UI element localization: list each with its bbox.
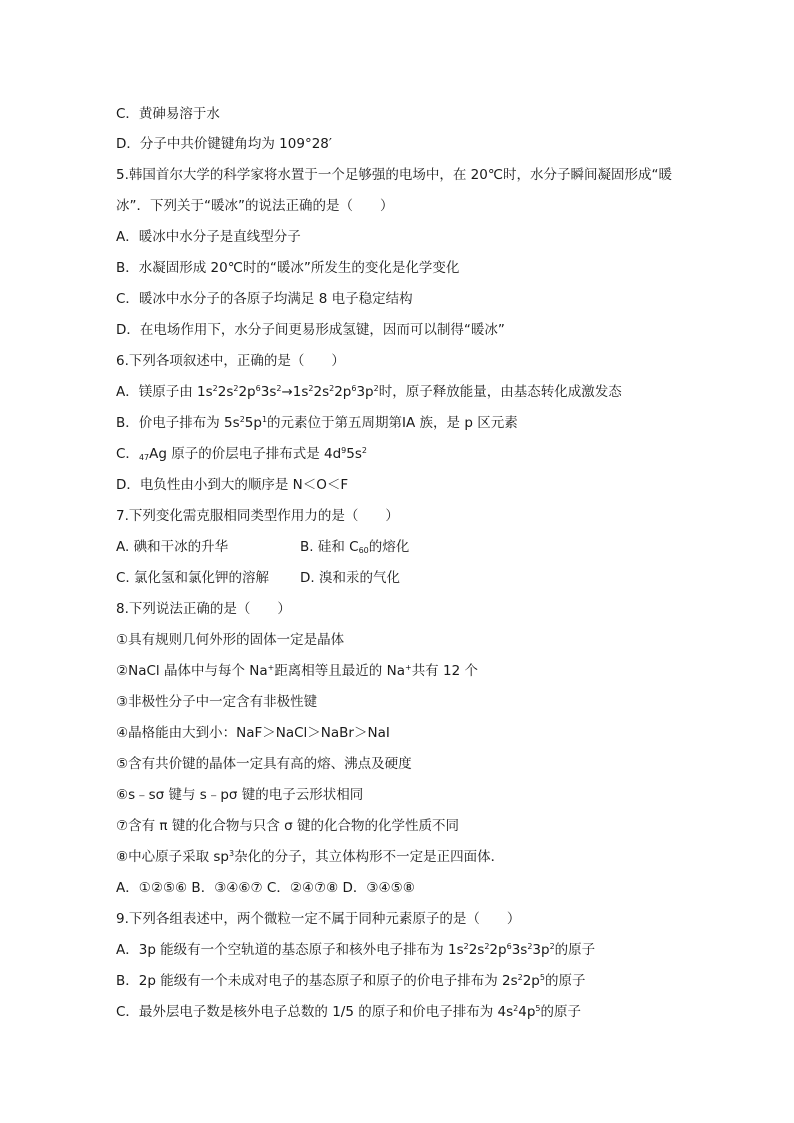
question-5-stem-cont: 冰”．下列关于“暖冰”的说法正确的是（ ） <box>116 198 394 214</box>
question-9-stem: 9.下列各组表述中，两个微粒一定不属于同种元素原子的是（ ） <box>116 911 521 927</box>
question-9-option-c: C．最外层电子数是核外电子总数的 1/5 的原子和价电子排布为 $4s^24p^5$的原子 <box>116 1004 582 1020</box>
question-8-statement-7: ⑦含有 π 键的化合物与只含 σ 键的化合物的化学性质不同 <box>116 818 459 834</box>
question-9-option-b: B．2p 能级有一个未成对电子的基态原子和原子的价电子排布为 $2s^22p^5$的原子 <box>116 973 586 989</box>
question-5-option-c: C．暖冰中水分子的各原子均满足 8 电子稳定结构 <box>116 291 413 307</box>
question-8-statement-3: ③非极性分子中一定含有非极性键 <box>116 694 318 710</box>
question-7-option-b: B. 硅和 $C_{60}$的熔化 <box>300 539 410 555</box>
question-7-options-ab <box>116 537 228 557</box>
option-d-q4: D．分子中共价键键角均为 109°28′ <box>116 136 332 152</box>
question-8-statement-6: ⑥s﹣sσ 键与 s﹣pσ 键的电子云形状相同 <box>116 787 364 803</box>
question-6-option-a: A．镁原子由 $1s^22s^22p^63s^2\to 1s^22s^22p^63p^2$时，原子释放能量，由基态转化成激发态 <box>116 384 622 400</box>
option-c-q4: C．黄砷易溶于水 <box>116 106 220 122</box>
question-8-stem: 8.下列说法正确的是（ ） <box>116 601 291 617</box>
question-8-statement-4: ④晶格能由大到小：NaF＞NaCl＞NaBr＞NaI <box>116 725 390 741</box>
question-5-stem: 5.韩国首尔大学的科学家将水置于一个足够强的电场中，在 20℃时，水分子瞬间凝固形成“暖 <box>116 167 673 183</box>
question-7-option-a: A. 碘和干冰的升华 <box>116 539 229 555</box>
question-5-option-b: B．水凝固形成 20℃时的“暖冰”所发生的变化是化学变化 <box>116 260 460 276</box>
question-8-statement-1: ①具有规则几何外形的固体一定是晶体 <box>116 632 345 648</box>
question-8-statement-8: ⑧中心原子采取 $sp^3$杂化的分子，其立体构形不一定是正四面体． <box>116 849 505 865</box>
question-8-options: A．①②⑤⑥ B．③④⑥⑦ C．②④⑦⑧ D．③④⑤⑧ <box>116 880 415 896</box>
question-5-option-a: A．暖冰中水分子是直线型分子 <box>116 229 301 245</box>
question-5-option-d: D．在电场作用下，水分子间更易形成氢键，因而可以制得“暖冰” <box>116 322 505 338</box>
question-6-option-d: D．电负性由小到大的顺序是 N＜O＜F <box>116 477 349 493</box>
question-8-statement-2: ②NaCl 晶体中与每个 Na+距离相等且最近的 Na+共有 12 个 <box>116 663 478 679</box>
question-7-option-d: D. 溴和汞的气化 <box>300 570 400 586</box>
question-6-stem: 6.下列各项叙述中，正确的是（ ） <box>116 353 345 369</box>
question-6-option-c: C．$_{47}$Ag 原子的价层电子排布式是 $4d^95s^2$ <box>116 446 367 462</box>
question-6-option-b: B．价电子排布为 $5s^25p^1$的元素位于第五周期第ⅠA 族，是 p 区元素 <box>116 415 518 431</box>
question-8-statement-5: ⑤含有共价键的晶体一定具有高的熔、沸点及硬度 <box>116 756 412 772</box>
question-7-stem: 7.下列变化需克服相同类型作用力的是（ ） <box>116 508 399 524</box>
question-7-option-c: C. 氯化氢和氯化钾的溶解 <box>116 570 270 586</box>
question-9-option-a: A．3p 能级有一个空轨道的基态原子和核外电子排布为 $1s^22s^22p^63s^23p^2$的原子 <box>116 942 596 958</box>
